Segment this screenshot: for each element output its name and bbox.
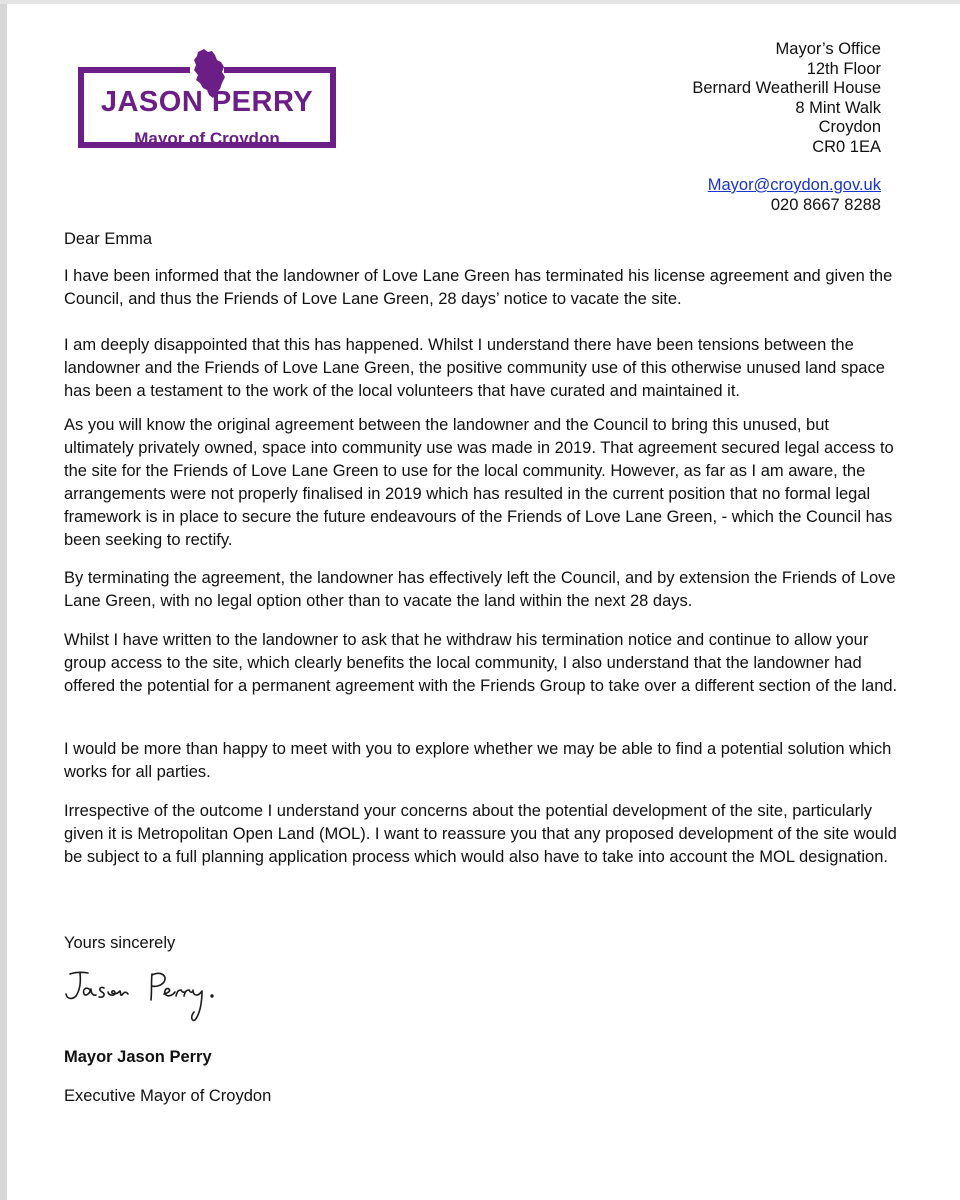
mayor-logo [78,48,336,148]
address-line: Mayor’s Office [775,40,881,58]
letter-paragraph [64,414,899,552]
logo-name: JASON PERRY [100,86,314,118]
paragraph-text: I would be more than happy to meet with you to explore whether we may be able to find a potential solution which works for all parties. [64,740,892,781]
paragraph-text: I am deeply disappointed that this has happened. Whilst I understand there have been tensions between the landowner and the Friends of Love Lane Green, the positive community use of this otherwise unused land space has been a testament to the work of the local volunteers that have curated and maintained it. [64,336,885,400]
address-line: 8 Mint Walk [795,98,881,117]
letter-paragraph [64,567,899,613]
paragraph-text: As you will know the original agreement between the landowner and the Council to bring this unused, but ultimately privately owned, space into community use was made in 2019. That agreement secured legal access to the site for the Friends of Love Lane Green to use for the local community. However, as far as I am aware, the arrangements were not properly finalised in 2019 which has resulted in the current position that no formal legal framework is in place to secure the future endeavours of the Friends of Love Lane Green, - which the Council has been seeking to rectify. [64,416,894,549]
letter-paragraph [64,800,899,869]
paragraph-text: By terminating the agreement, the landowner has effectively left the Council, and by extension the Friends of Love Lane Green, with no legal option other than to vacate the land within the next 28 days. [64,569,896,610]
letter-paragraph [64,265,899,311]
logo-subtitle: Mayor of Croydon [134,129,280,148]
contact-details [708,176,881,215]
signer-title: Executive Mayor of Croydon [64,1087,272,1105]
paragraph-text: Irrespective of the outcome I understand your concerns about the potential development of the site, particularly given it is Metropolitan Open Land (MOL). I want to reassure you that any proposed development of the site would be subject to a full planning application process which would also have to take into account the MOL designation. [64,802,897,866]
email-link[interactable]: Mayor@croydon.gov.uk [707,176,881,194]
page-edge-shadow-top [0,0,960,4]
letter-paragraph [64,738,899,784]
signer-name: Mayor Jason Perry [64,1048,212,1066]
letter-paragraph [64,629,899,698]
closing: Yours sincerely [64,934,176,952]
paragraph-text: Whilst I have written to the landowner to ask that he withdraw his termination notice and continue to allow your group access to the site, which clearly benefits the local community, I also understand that the landowner had offered the potential for a permanent agreement with the Friends Group to take over a different section of the land. [64,631,898,695]
address-line: Bernard Weatherill House [692,79,881,97]
sender-address [692,40,881,157]
address-line: Croydon [818,118,881,136]
handwritten-signature [60,962,230,1032]
paragraph-text: I have been informed that the landowner of Love Lane Green has terminated his license agreement and given the Council, and thus the Friends of Love Lane Green, 28 days’ notice to vacate the site. [64,267,893,308]
phone-number: 020 8667 8288 [770,195,881,214]
salutation: Dear Emma [64,230,153,248]
letter-paragraph [64,334,899,403]
address-line: CR0 1EA [812,137,881,156]
page-edge-shadow [0,0,7,1200]
address-line: 12th Floor [806,59,881,78]
